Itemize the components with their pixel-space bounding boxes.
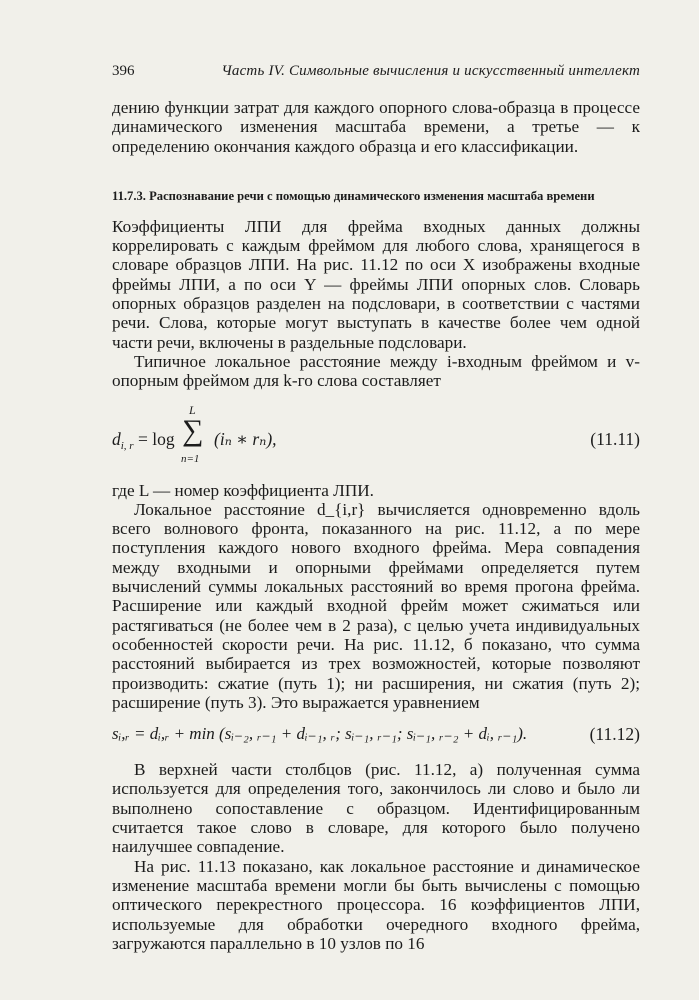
paragraph-local-distance: Локальное расстояние d_{i,r} вычисляется одновременно вдоль всего волнового фронта, показанного на рис. 11.12, а по мере поступления каждого нового входного фрейма. Мера совпадения между входными и опорными фреймами определяется путем вычислений суммы локальных расстояний во время прогона фрейма. Расширение или каждый входной фрейм может сжиматься или растягиваться (не более чем в 2 раза), с целью учета индивидуальных особенностей скорости речи. На рис. 11.12, б показано, что сумма расстояний выбирается из трех возможностей, которые позволяют производить: сжатие (путь 1); ни расширения, ни сжатия (путь 2); расширение (путь 3). Это выражается уравнением <box>112 499 640 712</box>
section-heading: 11.7.3. Распознавание речи с помощью динамического изменения масштаба времени <box>112 188 595 203</box>
paragraph-local-distance-intro: Типичное локальное расстояние между i-входным фреймом и v-опорным фреймом для k-го слова составляет <box>112 351 640 391</box>
paragraph-optical-processor: На рис. 11.13 показано, как локальное расстояние и динамическое изменение масштаба времени могли бы быть вычислены с помощью оптического перекрестного процессора. 16 коэффициентов ЛПИ, используемые для обработки очередного входного фрейма, загружаются параллельно в 10 узлов по 16 <box>112 856 640 953</box>
running-title: Часть IV. Символьные вычисления и искусственный интеллект <box>221 63 640 79</box>
paragraph-continuation: дению функции затрат для каждого опорного слова-образца в процессе динамического изменения масштаба времени, а третье — к определению окончания каждого образца и его классификации. <box>112 98 640 156</box>
paragraph-column-top: В верхней части столбцов (рис. 11.12, а) полученная сумма используется для определения того, закончилось ли слово и было ли выполнено сопоставление с образцом. Идентифицированным считается такое слово в словаре, для которого было получено наилучшее совпадение. <box>112 760 640 857</box>
equation-number: (11.11) <box>590 428 640 449</box>
equation-rhs: (iₙ ∗ rₙ), <box>214 428 277 449</box>
equation-number: (11.12) <box>589 724 640 745</box>
sum-symbol: ∑ <box>182 413 204 447</box>
page-body <box>112 98 640 953</box>
paragraph-where-l: где L — номер коэффициента ЛПИ. <box>112 480 374 500</box>
equation-11-11 <box>112 403 640 481</box>
equation-expression: sᵢ,ᵣ = dᵢ,ᵣ + min (sᵢ₋₂, ᵣ₋₁ + dᵢ₋₁, ᵣ; sᵢ₋₁, ᵣ₋₁; sᵢ₋₁, ᵣ₋₂ + dᵢ, ᵣ₋₁). <box>112 724 528 744</box>
equation-11-12 <box>112 722 640 752</box>
paragraph-lpi-coefficients: Коэффициенты ЛПИ для фрейма входных данных должны коррелировать с каждым фреймом для любого слова, хранящегося в словаре образцов ЛПИ. На рис. 11.12 по оси X изображены входные фреймы ЛПИ, а по оси Y — фреймы ЛПИ опорных слов. Словарь опорных образцов разделен на подсловари, в соответствии с частями речи. Слова, которые могут выступать в качестве более чем одной части речи, включены в раздельные подсловари. <box>112 216 640 352</box>
sum-lower-limit: n=1 <box>181 452 200 465</box>
page-number: 396 <box>112 63 135 79</box>
equation-lhs: $d_{i, r} = \log$ <box>112 428 175 452</box>
page-header <box>112 63 640 85</box>
sum-upper-limit: L <box>189 402 196 417</box>
